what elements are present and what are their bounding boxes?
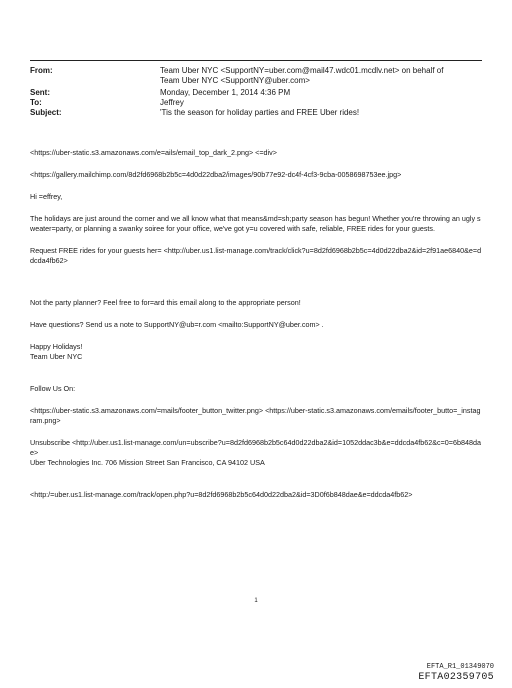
header-rule [30,60,482,61]
subject-value: 'Tis the season for holiday parties and FREE Uber rides! [160,108,360,117]
intro-paragraph: The holidays are just around the corner and we all know what that means&md=sh;party season has begun! Whether you're throwing an ugly sweater=party, or planning a swanky soiree for your office, we've got y=u covered with safe, reliable, FREE rides for your guests. [30,214,481,233]
unsubscribe-paragraph: Unsubscribe <http://uber.us1.list-manage.com/un=ubscribe?u=8d2fd6968b2b5c64d0d22dba2&id=1052ddac3b&e=ddcda4fb62&c=0=6b848dae> Uber Technologies Inc. 706 Mission Street San Francisco, CA 94102 USA [30,438,481,467]
signoff: Happy Holidays! Team Uber NYC [30,342,83,361]
forward-paragraph: Not the party planner? Feel free to for=ard this email along to the appropriate person! [30,298,301,307]
follow-us-label: Follow Us On: [30,384,76,393]
from-label: From: [30,66,53,75]
from-value: Team Uber NYC <SupportNY=uber.com@mail47.wdc01.mcdlv.net> on behalf of Team Uber NYC <SupportNY@uber.com> [160,66,444,85]
to-value: Jeffrey [160,98,184,107]
email-header [30,66,482,118]
image-link-gallery: <https://gallery.mailchimp.com/8d2fd6968b2b5c=4d0d22dba2/images/90b77e92-dc4f-4cf3-9cba-0058698753ee.jpg> [30,170,402,179]
request-link-paragraph: Request FREE rides for your guests her= <http://uber.us1.list-manage.com/track/click?u=8d2fd6968b2b5c=4d0d22dba2&id=2f91ae6840&e=ddcda4fb62> [30,246,482,265]
to-label: To: [30,98,42,107]
image-link-top: <https://uber-static.s3.amazonaws.com/e=ails/email_top_dark_2.png> <=div> [30,148,277,157]
tracking-link: <http:/=uber.us1.list-manage.com/track/open.php?u=8d2fd6968b2b5c64d0d22dba2&id=3D0f6b848dae&e=ddcda4fb62> [30,490,413,499]
email-body [30,148,482,500]
footer-id-2: EFTA02359705 [418,672,494,683]
page-number: 1 [254,598,258,604]
footer-id-1: EFTA_R1_01349070 [426,663,494,671]
social-links: <https://uber-static.s3.amazonaws.com/=mails/footer_button_twitter.png> <https://uber-static.s3.amazonaws.com/emails/footer_butto=_instagram.png> [30,406,481,425]
sent-value: Monday, December 1, 2014 4:36 PM [160,88,291,97]
greeting: Hi =effrey, [30,192,63,201]
sent-label: Sent: [30,88,50,97]
questions-paragraph: Have questions? Send us a note to SupportNY@ub=r.com <mailto:SupportNY@uber.com> . [30,320,324,329]
subject-label: Subject: [30,108,62,117]
